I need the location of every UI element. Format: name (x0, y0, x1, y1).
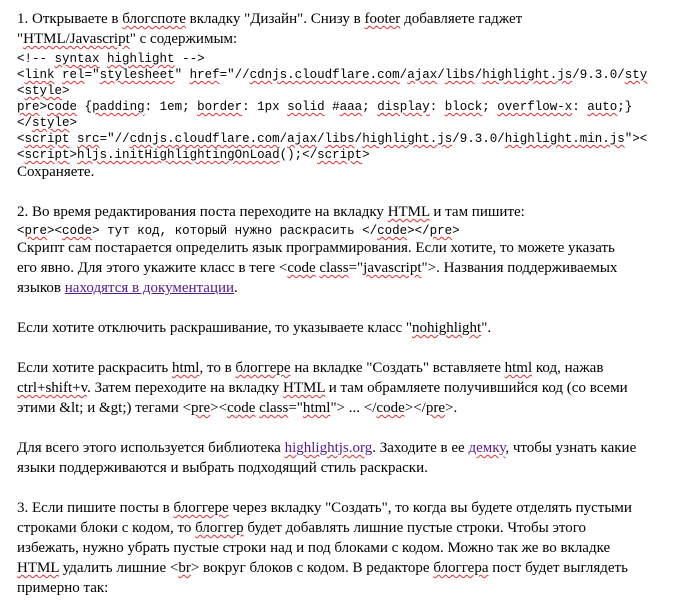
text-run: highlight.min.js (504, 132, 625, 146)
text-run: 3. Если пишите посты в (17, 500, 174, 516)
text-run: < (17, 132, 25, 146)
text-run: Скрипт сам постарается определить язык программирования. Если хотите, то можете указать (17, 240, 615, 256)
text-run: pre (429, 224, 453, 238)
text-run: link (24, 68, 55, 82)
text-run: javascript (363, 260, 422, 276)
text-run: code (47, 100, 78, 114)
text-run: style (24, 84, 63, 98)
text-line (17, 238, 615, 258)
text-run: / (354, 132, 363, 146)
text-run: html (171, 360, 200, 376)
text-run: блогспоте (122, 11, 186, 27)
text-run: solid (287, 100, 325, 114)
text-line (17, 398, 457, 418)
text-run: строками блоки с кодом, то (17, 520, 196, 536)
text-run: script (24, 132, 70, 146)
text-run: br (178, 560, 191, 576)
text-run: html (302, 400, 331, 416)
text-run: >< (210, 400, 228, 416)
text-run: HTML (387, 204, 430, 220)
text-run: syntax (54, 52, 100, 66)
text-run: ="// (219, 68, 250, 82)
text-run: =" (84, 68, 100, 82)
text-run: libs (324, 132, 355, 146)
text-run: и там пишите: (429, 204, 525, 220)
text-run: 2. Во время редактирования поста переходите на вкладку (17, 204, 388, 220)
text-run: ();</ (279, 148, 318, 162)
text-run: ; (482, 100, 498, 114)
text-run: ajax (407, 68, 438, 82)
text-run: " (174, 68, 190, 82)
text-line (17, 258, 617, 278)
text-run: >< (47, 224, 63, 238)
text-run: ctrl+shift+v (17, 380, 88, 396)
text-run: pre (191, 400, 211, 416)
text-line (17, 378, 628, 398)
text-run: html (504, 360, 533, 376)
text-run: его явно. Для этого укажите класс в теге < (17, 260, 288, 276)
text-run: > (69, 116, 78, 130)
text-run: ></ (407, 224, 430, 238)
text-run: { (77, 100, 93, 114)
text-run: : (572, 100, 588, 114)
text-line (17, 358, 603, 378)
text-run: =" (348, 260, 364, 276)
text-run: ; (362, 100, 378, 114)
text-line (17, 558, 628, 578)
text-run: : 1em; (144, 100, 198, 114)
text-run: / (399, 68, 408, 82)
text-run: ">< (624, 132, 648, 146)
text-run: > (362, 148, 370, 162)
text-run: код, нажав (532, 360, 604, 376)
text-run: и там обрамляете получившийся код (со всеми (324, 380, 628, 396)
text-run: 1. Открываете в (17, 11, 123, 27)
text-run: , то в (199, 360, 236, 376)
text-run: > тут код, который нужно раскрасить </ (92, 224, 378, 238)
text-run: : 1px (242, 100, 288, 114)
text-run: языки поддерживаются и выбрать подходящий стиль раскраски. (17, 460, 428, 476)
text-run: border (197, 100, 243, 114)
text-run: блоггера (433, 560, 489, 576)
text-run: > (69, 148, 78, 162)
doc-link[interactable]: демку (468, 440, 506, 456)
text-run: sty (624, 68, 648, 82)
text-run: HTML/Javascript (23, 31, 130, 47)
text-run (100, 52, 108, 66)
text-run: class (319, 260, 349, 276)
text-run: " (17, 31, 24, 47)
text-run: highlight (107, 52, 175, 66)
text-run: Если хотите раскрасить (17, 360, 172, 376)
text-run: class (259, 400, 289, 416)
text-run: padding (92, 100, 145, 114)
text-run: ajax (287, 132, 318, 146)
text-run: pre (425, 400, 445, 416)
doc-link[interactable]: находятся в документации (64, 280, 235, 296)
text-line (17, 202, 525, 222)
text-run: /9.3.0/ (572, 68, 625, 82)
text-run: src (77, 132, 100, 146)
text-run: . Затем переходите на вкладку (87, 380, 284, 396)
text-run: < (17, 224, 25, 238)
text-run: . (234, 280, 238, 296)
text-run: cdnjs.cloudflare.com (129, 132, 280, 146)
text-run: > вокруг блоков с кодом. В редакторе (190, 560, 434, 576)
text-line (17, 29, 237, 49)
text-run: Сохраняете. (17, 164, 95, 180)
text-line (17, 458, 428, 478)
text-run: style (32, 116, 70, 130)
text-run: cdnjs.cloudflare.com (249, 68, 400, 82)
text-run: / (317, 132, 325, 146)
text-run: --> (174, 52, 205, 66)
text-run: script (317, 148, 363, 162)
text-run: через вкладку "Создать", то когда вы будете отделять пустыми (228, 500, 632, 516)
text-run: libs (444, 68, 475, 82)
text-run: Если хотите отключить раскрашивание, то указываете класс " (17, 320, 413, 336)
text-line (17, 538, 610, 558)
text-run: , чтобы узнать какие (505, 440, 637, 456)
text-run: Для всего этого используется библиотека (17, 440, 285, 456)
text-run: < (17, 148, 25, 162)
text-run: < (17, 84, 25, 98)
text-run: "> ... </ (330, 400, 377, 416)
text-run: языков (17, 280, 65, 296)
text-run: overflow-x (497, 100, 573, 114)
text-line (17, 438, 636, 458)
text-run (70, 132, 78, 146)
text-run: вкладку "Дизайн". Снизу в (185, 11, 365, 27)
text-run: примерно так: (17, 580, 109, 596)
text-run: script (24, 148, 70, 162)
text-run: code (287, 260, 316, 276)
text-line (17, 162, 94, 182)
text-run: nohighlight (412, 320, 482, 336)
text-line (17, 578, 108, 598)
text-run: добавляете гаджет (400, 11, 523, 27)
text-run: stylesheet (99, 68, 175, 82)
text-run: блоггере (235, 360, 291, 376)
text-line (17, 518, 586, 538)
text-run: ">. Названия поддерживаемых (421, 260, 618, 276)
text-run: pre (17, 100, 40, 114)
text-run: > (39, 100, 48, 114)
text-run: footer (364, 11, 401, 27)
text-run: <!-- (17, 52, 55, 66)
text-run: aaa (339, 100, 363, 114)
text-run: " с содержимым: (129, 31, 238, 47)
text-run: code (376, 400, 405, 416)
text-run: избежать, нужно убрать пустые строки над и под блоками с кодом. Можно так же во вкладке (17, 540, 611, 556)
text-run: code (62, 224, 93, 238)
text-run: /9.3.0/ (452, 132, 505, 146)
text-run: auto (587, 100, 618, 114)
code-line (17, 65, 647, 85)
text-run: / (437, 68, 445, 82)
text-run: >. (444, 400, 458, 416)
text-run: code (377, 224, 408, 238)
text-run: highlight.js (362, 132, 453, 146)
text-run: < (17, 68, 25, 82)
code-line (17, 97, 632, 117)
text-run: rel (62, 68, 85, 82)
text-run (55, 68, 63, 82)
text-run: блоггер (195, 520, 244, 536)
text-run: > (62, 84, 70, 98)
text-line (17, 318, 491, 338)
text-run: block (444, 100, 483, 114)
text-run: HTML (283, 380, 325, 396)
text-run: блоггере (173, 500, 229, 516)
text-run: > (452, 224, 460, 238)
text-line (17, 278, 238, 298)
text-run: этими &lt; и &gt;) тегами < (17, 400, 191, 416)
text-run: # (324, 100, 340, 114)
text-run: href (189, 68, 220, 82)
text-line (17, 498, 632, 518)
text-run: . Заходите в ее (372, 440, 469, 456)
doc-link[interactable]: highlightjs.org (284, 440, 373, 456)
text-line (17, 9, 522, 29)
text-run: HTML (17, 560, 59, 576)
text-run: будет добавлять лишние пустые строки. Чтобы этого (243, 520, 587, 536)
text-run: / (474, 68, 483, 82)
text-run: ;} (617, 100, 633, 114)
text-run: pre (24, 224, 48, 238)
text-run: ="// (99, 132, 130, 146)
text-run: highlight.js (482, 68, 573, 82)
text-run: на вкладке "Создать" вставляете (290, 360, 505, 376)
text-run: / (279, 132, 288, 146)
text-run: пост будет выглядеть (488, 560, 628, 576)
text-run: : (429, 100, 445, 114)
text-run: display (377, 100, 430, 114)
text-run: удалить лишние < (58, 560, 179, 576)
text-run: =" (288, 400, 303, 416)
text-run: </ (17, 116, 33, 130)
text-run: ></ (404, 400, 426, 416)
text-run: hljs.initHighlightingOnLoad (77, 148, 280, 162)
text-run: ". (481, 320, 492, 336)
text-run: code (227, 400, 256, 416)
